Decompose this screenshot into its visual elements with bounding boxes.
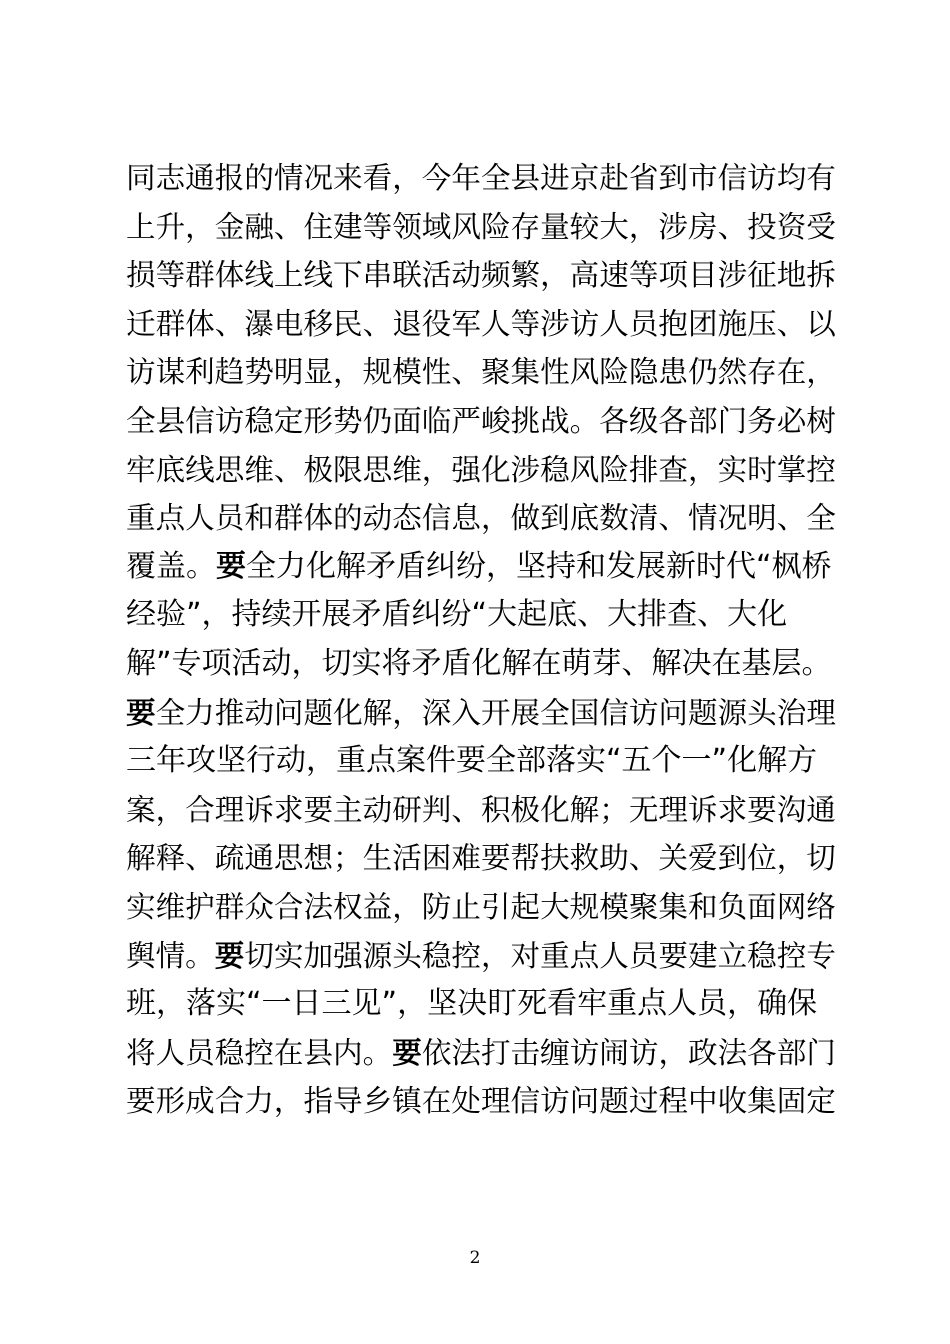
text-line: [126, 348, 836, 397]
text-line: [126, 883, 836, 932]
text-line: [126, 591, 836, 640]
line-text: 全县信访稳定形势仍面临严峻挑战。各级各部门务必树: [126, 403, 836, 438]
bold-keyword: 要: [392, 1035, 422, 1070]
text-line: [126, 543, 836, 592]
text-line: [126, 203, 836, 252]
text-line: [126, 932, 836, 981]
line-prefix: 将人员稳控在县内。: [126, 1035, 393, 1070]
bold-keyword: 要: [216, 548, 246, 584]
line-text: 要形成合力，指导乡镇在处理信访问题过程中收集固定: [126, 1084, 836, 1119]
text-line: [126, 1077, 836, 1126]
text-line: [126, 154, 836, 203]
text-line: [126, 834, 836, 883]
line-text: 解”专项活动，切实将矛盾化解在萌芽、解决在基层。: [126, 645, 832, 681]
line-text: 重点人员和群体的动态信息，做到底数清、情况明、全: [126, 501, 836, 536]
line-text: 三年攻坚行动，重点案件要全部落实“五个一”化解方: [126, 743, 818, 779]
line-text: 解释、疏通思想；生活困难要帮扶救助、关爱到位，切: [126, 841, 836, 876]
text-line: [126, 446, 836, 495]
line-text: 班，落实“一日三见”，坚决盯死看牢重点人员，确保: [126, 986, 818, 1022]
body-text: [126, 154, 836, 1126]
line-text: 损等群体线上线下串联活动频繁，高速等项目涉征地拆: [126, 258, 836, 293]
line-text: 访谋利趋势明显，规模性、聚集性风险隐患仍然存在，: [126, 355, 836, 390]
text-line: [126, 251, 836, 300]
line-text: 经验”，持续开展矛盾纠纷“大起底、大排查、大化: [126, 597, 788, 633]
line-text: 上升，金融、住建等领域风险存量较大，涉房、投资受: [126, 209, 836, 244]
line-text: 同志通报的情况来看，今年全县进京赴省到市信访均有: [126, 161, 836, 195]
line-text: 切实加强源头稳控，对重点人员要建立稳控专: [244, 938, 836, 973]
line-text: 依法打击缠访闹访，政法各部门: [421, 1035, 836, 1070]
page-number: 2: [469, 1248, 481, 1268]
text-line: [126, 494, 836, 543]
line-text: 全力化解矛盾纠纷，坚持和发展新时代“枫桥: [246, 548, 832, 584]
line-prefix: 覆盖。: [126, 548, 216, 584]
text-line: [126, 397, 836, 446]
text-line: [126, 737, 836, 786]
text-line: [126, 786, 836, 835]
line-text: 全力推动问题化解，深入开展全国信访问题源头治理: [155, 695, 836, 730]
text-line: [126, 300, 836, 349]
text-line: [126, 1029, 836, 1078]
text-line: [126, 640, 836, 689]
bold-keyword: 要: [214, 938, 245, 973]
text-line: [126, 980, 836, 1029]
line-prefix: 舆情。: [126, 938, 215, 973]
line-text: 牢底线思维、极限思维，强化涉稳风险排查，实时掌控: [126, 452, 836, 487]
line-text: 实维护群众合法权益，防止引起大规模聚集和负面网络: [126, 889, 836, 924]
line-text: 迁群体、瀑电移民、退役军人等涉访人员抱团施压、以: [126, 306, 836, 341]
line-text: 案，合理诉求要主动研判、积极化解；无理诉求要沟通: [126, 792, 836, 827]
bold-keyword: 要: [126, 695, 156, 730]
text-line: [126, 689, 836, 738]
